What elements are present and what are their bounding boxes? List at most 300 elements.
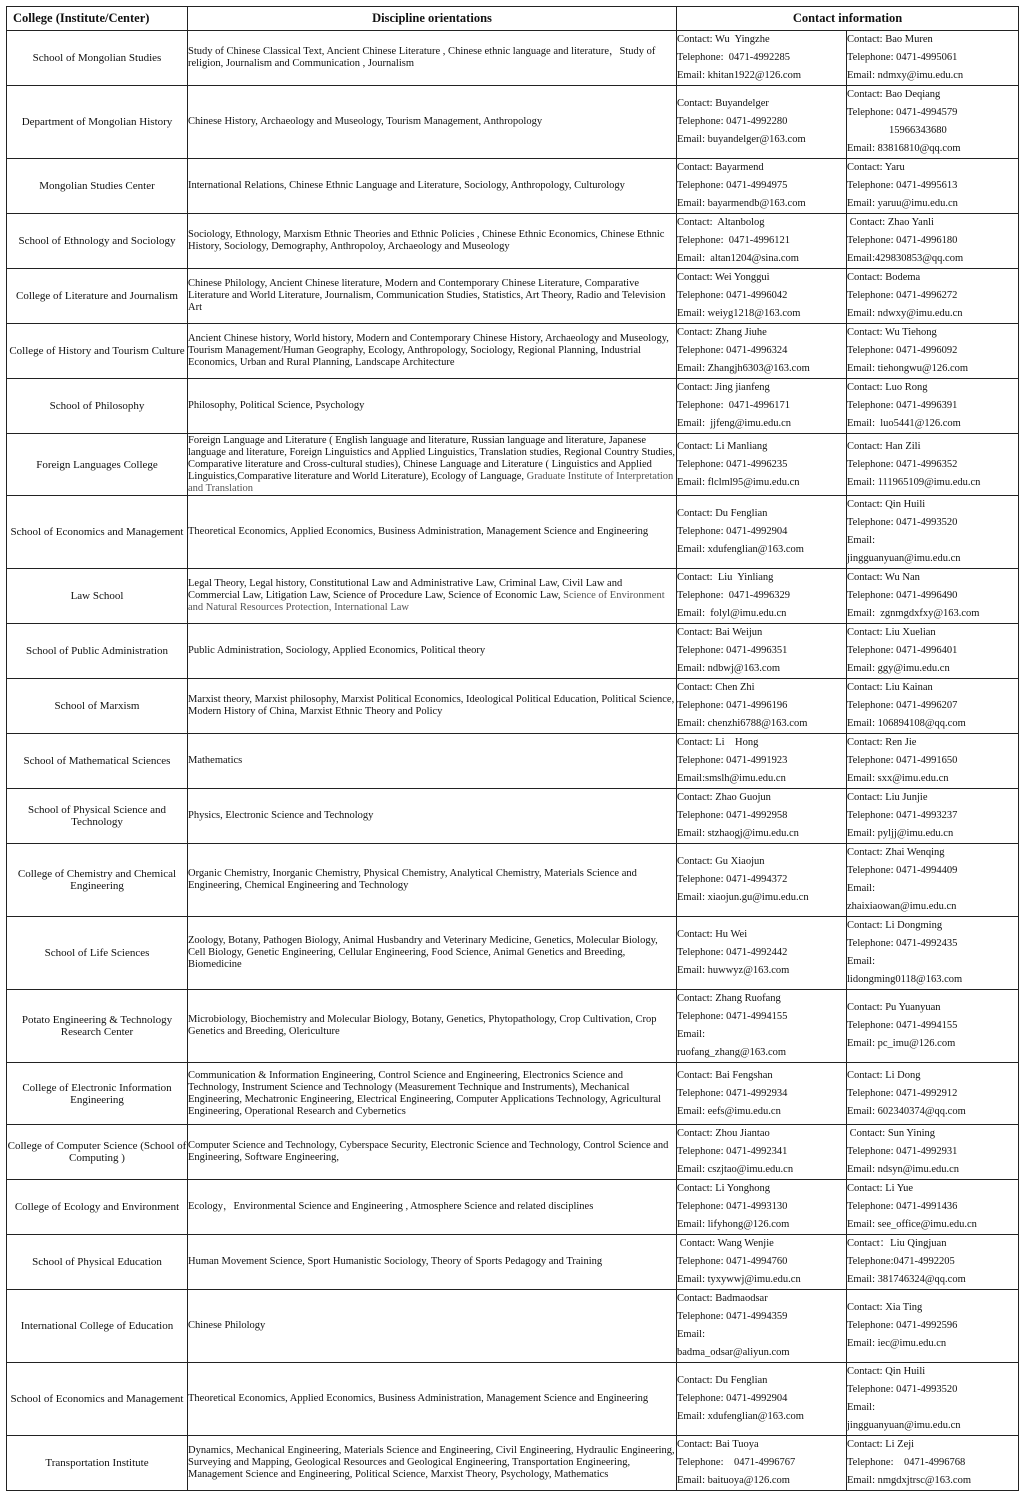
contact-line: Email: xiaojun.gu@imu.edu.cn	[677, 892, 809, 903]
contact-line: Email: lifyhong@126.com	[677, 1219, 790, 1230]
contact-line: Contact: Luo Rong	[847, 382, 928, 393]
discipline-extra-text: Science of Environment and Natural Resources Protection, International Law	[188, 590, 665, 613]
contact-line: Email: tiehongwu@126.com	[847, 363, 969, 374]
contact-line: Telephone: 0471-4993237	[847, 810, 958, 821]
discipline-cell	[188, 917, 677, 990]
contact-line: Telephone: 0471-4996207	[847, 700, 958, 711]
secondary-contact-cell	[847, 734, 1019, 789]
contact-line: Email: eefs@imu.edu.cn	[677, 1105, 781, 1117]
college-cell: College of Literature and Journalism	[7, 269, 188, 324]
contact-line: Contact: Li Manliang	[677, 440, 768, 452]
contact-line: Telephone: 0471-4996768	[847, 1457, 966, 1468]
contact-line: Telephone: 0471-4992285	[677, 52, 790, 63]
secondary-contact-cell	[847, 159, 1019, 214]
secondary-contact-cell	[847, 379, 1019, 434]
primary-contact-cell	[677, 1125, 847, 1180]
contact-line: Telephone: 0471-4996391	[847, 400, 958, 411]
table-row	[7, 379, 1019, 434]
contact-line: Telephone: 0471-4994155	[847, 1020, 958, 1031]
discipline-text: Physics, Electronic Science and Technology	[188, 810, 374, 821]
contact-line: Email: 111965109@imu.edu.cn	[847, 476, 981, 488]
discipline-cell	[188, 679, 677, 734]
table-row	[7, 1235, 1019, 1290]
contact-line: ruofang_zhang@163.com	[677, 1047, 787, 1058]
contact-line: Contact: Li Yonghong	[677, 1183, 771, 1194]
primary-contact-cell	[677, 1290, 847, 1363]
contact-line: Email:	[847, 535, 875, 546]
contact-line: Email: 381746324@qq.com	[847, 1274, 966, 1285]
contact-line: Contact: Pu Yuanyuan	[847, 1002, 941, 1013]
contact-line: Contact：Liu Qingjuan	[847, 1238, 947, 1249]
discipline-cell	[188, 569, 677, 624]
contact-line: Contact: Chen Zhi	[677, 682, 755, 693]
discipline-text: Zoology, Botany, Pathogen Biology, Animal Husbandry and Veterinary Medicine, Genetics, Molecular Biology, Cell Biology, Genetic Engineering, Cellular Engineering, Food Science, Animal Genetics and Breeding, Biomedicine	[188, 935, 658, 970]
contact-line: Telephone: 0471-4996272	[847, 290, 958, 301]
primary-contact-cell	[677, 990, 847, 1063]
contact-line: Email: tyxywwj@imu.edu.cn	[677, 1274, 801, 1285]
contact-line: Contact: Du Fenglian	[677, 508, 768, 519]
contact-line: Contact: Wei Yonggui	[677, 272, 770, 283]
contact-line: Contact: Li Zeji	[847, 1439, 915, 1450]
contact-line: Telephone: 0471-4996324	[677, 345, 788, 356]
primary-contact-cell	[677, 844, 847, 917]
discipline-cell	[188, 1063, 677, 1125]
contact-line: Telephone: 0471-4992280	[677, 116, 788, 127]
discipline-cell	[188, 214, 677, 269]
discipline-text: Dynamics, Mechanical Engineering, Materials Science and Engineering, Civil Engineering, Hydraulic Engineering, Surveying and Mapping, Geological Resources and Geological Engineering, Transportation Engineering, Management Science and Engineering, Political Science, Marxist Theory, Psychology, Mathematics	[188, 1445, 675, 1480]
contact-line: Email: folyl@imu.edu.cn	[677, 608, 787, 619]
table-row	[7, 1290, 1019, 1363]
college-cell: College of Electronic Information Engineering	[7, 1063, 188, 1125]
contact-line: Contact: Qin Huili	[847, 499, 926, 510]
contact-line: Telephone: 0471-4994975	[677, 180, 788, 191]
college-cell: School of Mongolian Studies	[7, 31, 188, 86]
contact-line: Email:	[847, 956, 875, 967]
contact-line: Telephone: 0471-4996329	[677, 590, 790, 601]
contact-line: Telephone: 0471-4994409	[847, 865, 958, 876]
contact-line: Email:	[677, 1329, 705, 1340]
contact-line: Contact: Xia Ting	[847, 1302, 923, 1313]
contact-line: Telephone: 0471-4995061	[847, 52, 958, 63]
table-row	[7, 569, 1019, 624]
primary-contact-cell	[677, 734, 847, 789]
contact-line: Telephone: 0471-4996490	[847, 590, 958, 601]
secondary-contact-cell	[847, 679, 1019, 734]
primary-contact-cell	[677, 269, 847, 324]
contact-line: Telephone: 0471-4991650	[847, 755, 958, 766]
discipline-text: Computer Science and Technology, Cyberspace Security, Electronic Science and Technology, Control Science and Engineering, Software Engineering,	[188, 1140, 669, 1163]
discipline-cell	[188, 624, 677, 679]
discipline-text: Theoretical Economics, Applied Economics, Business Administration, Management Science and Engineering	[188, 526, 649, 537]
contact-table	[6, 6, 1019, 1491]
contact-line: Telephone: 0471-4996180	[847, 235, 958, 246]
college-cell: Department of Mongolian History	[7, 86, 188, 159]
contact-line: Telephone: 0471-4996767	[677, 1457, 796, 1468]
primary-contact-cell	[677, 789, 847, 844]
contact-line: Email: altan1204@sina.com	[677, 253, 799, 264]
contact-line: Telephone: 0471-4993520	[847, 517, 958, 528]
secondary-contact-cell	[847, 1436, 1019, 1491]
contact-line: zhaixiaowan@imu.edu.cn	[847, 901, 957, 912]
header-discipline: Discipline orientations	[188, 7, 677, 31]
contact-line: Email: baituoya@126.com	[677, 1475, 790, 1486]
contact-line: Contact: Sun Yining	[847, 1128, 935, 1139]
discipline-cell	[188, 496, 677, 569]
contact-line: Contact: Zhai Wenqing	[847, 847, 945, 858]
discipline-text: Foreign Language and Literature ( English language and literature, Russian language and literature, Japanese language and literature, Foreign Linguistics and Applied Linguistics, Translation studies, Regional Country Studies, Comparative literature and Cross-cultural studies), Chinese Language and Literature ( Linguistics and Applied Linguistics,Comparative literature and World Literature), Ecology of Language,	[188, 434, 676, 482]
secondary-contact-cell	[847, 569, 1019, 624]
contact-line: Telephone: 0471-4992934	[677, 1087, 788, 1099]
college-cell: School of Philosophy	[7, 379, 188, 434]
contact-line: Telephone: 0471-4992904	[677, 1393, 788, 1404]
discipline-text: Chinese History, Archaeology and Museology, Tourism Management, Anthropology	[188, 116, 543, 127]
contact-line: Email: pyljj@imu.edu.cn	[847, 828, 954, 839]
college-cell: School of Ethnology and Sociology	[7, 214, 188, 269]
contact-line: Telephone: 0471-4992912	[847, 1087, 958, 1099]
discipline-text: International Relations, Chinese Ethnic Language and Literature, Sociology, Anthropology, Culturology	[188, 180, 625, 191]
primary-contact-cell	[677, 1436, 847, 1491]
contact-line: Email: ggy@imu.edu.cn	[847, 663, 950, 674]
table-row	[7, 990, 1019, 1063]
discipline-cell	[188, 1180, 677, 1235]
contact-line: Contact: Wu Nan	[847, 572, 920, 583]
contact-line: Email: buyandelger@163.com	[677, 134, 806, 145]
contact-line: Contact: Li Hong	[677, 737, 759, 748]
contact-line: Email: see_office@imu.edu.cn	[847, 1219, 977, 1230]
primary-contact-cell	[677, 86, 847, 159]
discipline-text: Communication & Information Engineering, Control Science and Engineering, Electronics Science and Technology, Instrument Science and Technology (Measurement Technique and Instruments), Mechanical Engineering, Mechatronic Engineering, Electrical Engineering, Computer Applications Technology, Agricultural Engineering, Operational Research and Cybernetics	[188, 1069, 662, 1117]
contact-line: Contact: Wang Wenjie	[677, 1238, 774, 1249]
discipline-text: Philosophy, Political Science, Psychology	[188, 400, 365, 411]
header-row	[7, 7, 1019, 31]
discipline-text: Mathematics	[188, 755, 243, 766]
contact-line: Telephone: 0471-4995613	[847, 180, 958, 191]
secondary-contact-cell	[847, 434, 1019, 496]
contact-line: Contact: Ren Jie	[847, 737, 917, 748]
discipline-text: Chinese Philology	[188, 1320, 266, 1331]
contact-line: Email: 83816810@qq.com	[847, 143, 961, 154]
contact-line: Email: luo5441@126.com	[847, 418, 961, 429]
discipline-text: Public Administration, Sociology, Applied Economics, Political theory	[188, 645, 486, 656]
discipline-cell	[188, 789, 677, 844]
college-cell: School of Physical Education	[7, 1235, 188, 1290]
contact-line: Contact: Bao Deqiang	[847, 89, 941, 100]
primary-contact-cell	[677, 434, 847, 496]
contact-line: Contact: Bai Fengshan	[677, 1069, 773, 1081]
discipline-text: Human Movement Science, Sport Humanistic Sociology, Theory of Sports Pedagogy and Training	[188, 1256, 603, 1267]
contact-line: Email: weiyg1218@163.com	[677, 308, 801, 319]
contact-line: Contact: Zhang Jiuhe	[677, 327, 767, 338]
secondary-contact-cell	[847, 1363, 1019, 1436]
contact-line: Email: stzhaogj@imu.edu.cn	[677, 828, 799, 839]
contact-line: Telephone: 0471-4994760	[677, 1256, 788, 1267]
header-contact: Contact information	[677, 7, 1019, 31]
secondary-contact-cell	[847, 1125, 1019, 1180]
contact-line: Telephone: 0471-4992904	[677, 526, 788, 537]
contact-line: Contact: Hu Wei	[677, 929, 748, 940]
table-row	[7, 1125, 1019, 1180]
contact-line: Contact: Buyandelger	[677, 98, 769, 109]
discipline-cell	[188, 1363, 677, 1436]
contact-line: Contact: Liu Xuelian	[847, 627, 936, 638]
contact-line: Email:smslh@imu.edu.cn	[677, 773, 786, 784]
table-header	[7, 7, 1019, 31]
contact-line: badma_odsar@aliyun.com	[677, 1347, 790, 1358]
discipline-text: Organic Chemistry, Inorganic Chemistry, Physical Chemistry, Analytical Chemistry, Materials Science and Engineering, Chemical Engineering and Technology	[188, 868, 637, 891]
contact-line: Telephone: 0471-4996042	[677, 290, 788, 301]
discipline-text: Legal Theory, Legal history, Constitutional Law and Administrative Law, Criminal Law, Civil Law and Commercial Law, Litigation Law, Science of Procedure Law, Science of Economic Law,	[188, 578, 623, 601]
contact-line: Telephone: 0471-4993520	[847, 1384, 958, 1395]
contact-line: Contact: Bayarmend	[677, 162, 764, 173]
college-cell: School of Public Administration	[7, 624, 188, 679]
header-college: College (Institute/Center)	[7, 7, 188, 31]
contact-line: Telephone: 0471-4992435	[847, 938, 958, 949]
contact-line: Email: flclml95@imu.edu.cn	[677, 476, 800, 488]
contact-line: Telephone: 0471-4996235	[677, 458, 788, 470]
table-row	[7, 844, 1019, 917]
contact-line: Email: chenzhi6788@163.com	[677, 718, 808, 729]
contact-line: Email: Zhangjh6303@163.com	[677, 363, 810, 374]
secondary-contact-cell	[847, 1235, 1019, 1290]
secondary-contact-cell	[847, 496, 1019, 569]
contact-line: Telephone:0471-4992205	[847, 1256, 955, 1267]
contact-line: Telephone: 0471-4991923	[677, 755, 788, 766]
table-row	[7, 624, 1019, 679]
college-cell: School of Marxism	[7, 679, 188, 734]
contact-line: Telephone: 0471-4996196	[677, 700, 788, 711]
contact-line: Contact: Wu Yingzhe	[677, 34, 770, 45]
contact-line: Contact: Bai Weijun	[677, 627, 763, 638]
secondary-contact-cell	[847, 917, 1019, 990]
contact-line: Telephone: 0471-4996351	[677, 645, 788, 656]
contact-line: Email: yaruu@imu.edu.cn	[847, 198, 958, 209]
contact-line: Telephone: 0471-4994155	[677, 1011, 788, 1022]
contact-line: Telephone: 0471-4994579	[847, 107, 958, 118]
contact-line: Email:	[847, 883, 875, 894]
contact-line: Contact: Altanbolog	[677, 217, 765, 228]
contact-line: Email:	[847, 1402, 875, 1413]
table-row	[7, 1180, 1019, 1235]
contact-line: Contact: Qin Huili	[847, 1366, 926, 1377]
discipline-cell	[188, 734, 677, 789]
discipline-text: Microbiology, Biochemistry and Molecular Biology, Botany, Genetics, Phytopathology, Crop Cultivation, Crop Genetics and Breeding, Olericulture	[188, 1014, 657, 1037]
secondary-contact-cell	[847, 86, 1019, 159]
discipline-cell	[188, 1290, 677, 1363]
discipline-cell	[188, 844, 677, 917]
contact-line: Contact: Liu Junjie	[847, 792, 928, 803]
contact-line: Contact: Zhao Yanli	[847, 217, 934, 228]
contact-line: Email: xdufenglian@163.com	[677, 1411, 804, 1422]
primary-contact-cell	[677, 917, 847, 990]
secondary-contact-cell	[847, 990, 1019, 1063]
contact-line: Email: iec@imu.edu.cn	[847, 1338, 947, 1349]
contact-line: Telephone: 0471-4996171	[677, 400, 790, 411]
college-cell: School of Mathematical Sciences	[7, 734, 188, 789]
contact-line: Email: ndsyn@imu.edu.cn	[847, 1164, 960, 1175]
table-row	[7, 324, 1019, 379]
secondary-contact-cell	[847, 214, 1019, 269]
contact-line: Telephone: 0471-4992596	[847, 1320, 958, 1331]
college-cell: Transportation Institute	[7, 1436, 188, 1491]
contact-line: Email:429830853@qq.com	[847, 253, 964, 264]
discipline-cell	[188, 324, 677, 379]
table-row	[7, 31, 1019, 86]
contact-line: Contact: Zhou Jiantao	[677, 1128, 770, 1139]
discipline-text: Ecology，Environmental Science and Engineering , Atmosphere Science and related disciplines	[188, 1201, 594, 1212]
contact-line: 15966343680	[847, 125, 947, 136]
primary-contact-cell	[677, 1063, 847, 1125]
contact-line: Contact: Gu Xiaojun	[677, 856, 765, 867]
contact-line: Contact: Bao Muren	[847, 34, 933, 45]
table-row	[7, 159, 1019, 214]
contact-line: Telephone: 0471-4996401	[847, 645, 958, 656]
college-cell: Mongolian Studies Center	[7, 159, 188, 214]
contact-line: Contact: Bodema	[847, 272, 921, 283]
primary-contact-cell	[677, 214, 847, 269]
contact-line: Email: 106894108@qq.com	[847, 718, 966, 729]
primary-contact-cell	[677, 624, 847, 679]
primary-contact-cell	[677, 31, 847, 86]
secondary-contact-cell	[847, 624, 1019, 679]
table-row	[7, 734, 1019, 789]
college-cell: College of Chemistry and Chemical Engineering	[7, 844, 188, 917]
contact-line: lidongming0118@163.com	[847, 974, 963, 985]
primary-contact-cell	[677, 324, 847, 379]
college-cell: Foreign Languages College	[7, 434, 188, 496]
contact-line: Email: bayarmendb@163.com	[677, 198, 806, 209]
contact-line: Email: xdufenglian@163.com	[677, 544, 804, 555]
college-cell: School of Economics and Management	[7, 496, 188, 569]
secondary-contact-cell	[847, 31, 1019, 86]
contact-line: Email: ndbwj@163.com	[677, 663, 780, 674]
contact-line: jingguanyuan@imu.edu.cn	[847, 553, 961, 564]
contact-line: Contact: Bai Tuoya	[677, 1439, 759, 1450]
contact-line: Contact: Han Zili	[847, 440, 921, 452]
contact-line: Telephone: 0471-4993130	[677, 1201, 788, 1212]
contact-line: Email: jjfeng@imu.edu.cn	[677, 418, 792, 429]
college-cell: School of Physical Science and Technology	[7, 789, 188, 844]
contact-line: Email:	[677, 1029, 705, 1040]
contact-line: Telephone: 0471-4994372	[677, 874, 788, 885]
discipline-text: Marxist theory, Marxist philosophy, Marxist Political Economics, Ideological Political Education, Political Science, Modern History of China, Marxist Ethnic Theory and Policy	[188, 694, 675, 717]
discipline-text: Study of Chinese Classical Text, Ancient Chinese Literature , Chinese ethnic language and literature，Study of religion, Journalism and Communication , Journalism	[188, 46, 656, 69]
contact-line: Telephone: 0471-4994359	[677, 1311, 788, 1322]
contact-line: Contact: Badmaodsar	[677, 1293, 768, 1304]
table-row	[7, 917, 1019, 990]
discipline-cell	[188, 1125, 677, 1180]
contact-line: Contact: Li Yue	[847, 1183, 914, 1194]
discipline-text: Chinese Philology, Ancient Chinese literature, Modern and Contemporary Chinese Literature, Comparative Literature and World Literature, Journalism, Communication Studies, Statistics, Art Theory, Radio and Television Art	[188, 278, 666, 313]
primary-contact-cell	[677, 1363, 847, 1436]
discipline-extra-text: Graduate Institute of Interpretation and Translation	[188, 470, 674, 494]
discipline-cell	[188, 86, 677, 159]
discipline-cell	[188, 159, 677, 214]
contact-line: Email: ndmxy@imu.edu.cn	[847, 70, 964, 81]
college-cell: College of History and Tourism Culture	[7, 324, 188, 379]
contact-line: Telephone: 0471-4992442	[677, 947, 788, 958]
discipline-cell	[188, 1436, 677, 1491]
secondary-contact-cell	[847, 789, 1019, 844]
contact-line: Contact: Jing jianfeng	[677, 382, 770, 393]
contact-line: jingguanyuan@imu.edu.cn	[847, 1420, 961, 1431]
college-cell: School of Life Sciences	[7, 917, 188, 990]
primary-contact-cell	[677, 679, 847, 734]
contact-line: Telephone: 0471-4996092	[847, 345, 958, 356]
contact-line: Contact: Du Fenglian	[677, 1375, 768, 1386]
discipline-cell	[188, 31, 677, 86]
contact-line: Contact: Zhang Ruofang	[677, 993, 781, 1004]
discipline-text: Sociology, Ethnology, Marxism Ethnic Theories and Ethnic Policies , Chinese Ethnic Economics, Chinese Ethnic History, Sociology, Demography, Anthropoloy, Archaeology and Museology	[188, 229, 665, 252]
contact-line: Contact: Liu Kainan	[847, 682, 933, 693]
primary-contact-cell	[677, 159, 847, 214]
table-row	[7, 1436, 1019, 1491]
table-body	[7, 31, 1019, 1491]
contact-line: Contact: Yaru	[847, 162, 905, 173]
college-cell: International College of Education	[7, 1290, 188, 1363]
primary-contact-cell	[677, 1235, 847, 1290]
table-row	[7, 86, 1019, 159]
contact-line: Email: huwwyz@163.com	[677, 965, 790, 976]
primary-contact-cell	[677, 379, 847, 434]
table-row	[7, 269, 1019, 324]
college-cell: School of Economics and Management	[7, 1363, 188, 1436]
table-row	[7, 214, 1019, 269]
contact-line: Email: nmgdxjtrsc@163.com	[847, 1475, 971, 1486]
contact-line: Contact: Li Dong	[847, 1069, 921, 1081]
discipline-text: Ancient Chinese history, World history, Modern and Contemporary Chinese History, Archaeology and Museology, Tourism Management/Human Geography, Ecology, Anthropology, Sociology, Regional Planning, Industrial Economics, Urban and Rural Planning, Landscape Architecture	[188, 333, 669, 368]
table-row	[7, 789, 1019, 844]
primary-contact-cell	[677, 1180, 847, 1235]
contact-line: Contact: Li Dongming	[847, 920, 943, 931]
table-row	[7, 434, 1019, 496]
table-row	[7, 1363, 1019, 1436]
table-row	[7, 1063, 1019, 1125]
secondary-contact-cell	[847, 324, 1019, 379]
discipline-cell	[188, 269, 677, 324]
contact-line: Telephone: 0471-4992958	[677, 810, 788, 821]
contact-line: Telephone: 0471-4991436	[847, 1201, 958, 1212]
discipline-cell	[188, 379, 677, 434]
contact-line: Email: sxx@imu.edu.cn	[847, 773, 949, 784]
college-cell: College of Computer Science (School of Computing )	[7, 1125, 188, 1180]
table-row	[7, 496, 1019, 569]
secondary-contact-cell	[847, 844, 1019, 917]
college-cell: Potato Engineering & Technology Research Center	[7, 990, 188, 1063]
discipline-text: Theoretical Economics, Applied Economics, Business Administration, Management Science and Engineering	[188, 1393, 649, 1404]
contact-line: Telephone: 0471-4992341	[677, 1146, 788, 1157]
contact-line: Email: 602340374@qq.com	[847, 1105, 966, 1117]
contact-line: Contact: Liu Yinliang	[677, 572, 774, 583]
contact-line: Contact: Wu Tiehong	[847, 327, 937, 338]
contact-line: Email: zgnmgdxfxy@163.com	[847, 608, 980, 619]
table-row	[7, 679, 1019, 734]
contact-line: Email: cszjtao@imu.edu.cn	[677, 1164, 794, 1175]
primary-contact-cell	[677, 569, 847, 624]
contact-line: Email: ndwxy@imu.edu.cn	[847, 308, 963, 319]
contact-line: Email: pc_imu@126.com	[847, 1038, 956, 1049]
contact-line: Telephone: 0471-4992931	[847, 1146, 958, 1157]
discipline-cell	[188, 1235, 677, 1290]
discipline-cell	[188, 434, 677, 496]
secondary-contact-cell	[847, 269, 1019, 324]
primary-contact-cell	[677, 496, 847, 569]
college-cell: Law School	[7, 569, 188, 624]
contact-line: Telephone: 0471-4996121	[677, 235, 790, 246]
secondary-contact-cell	[847, 1063, 1019, 1125]
secondary-contact-cell	[847, 1180, 1019, 1235]
discipline-cell	[188, 990, 677, 1063]
secondary-contact-cell	[847, 1290, 1019, 1363]
